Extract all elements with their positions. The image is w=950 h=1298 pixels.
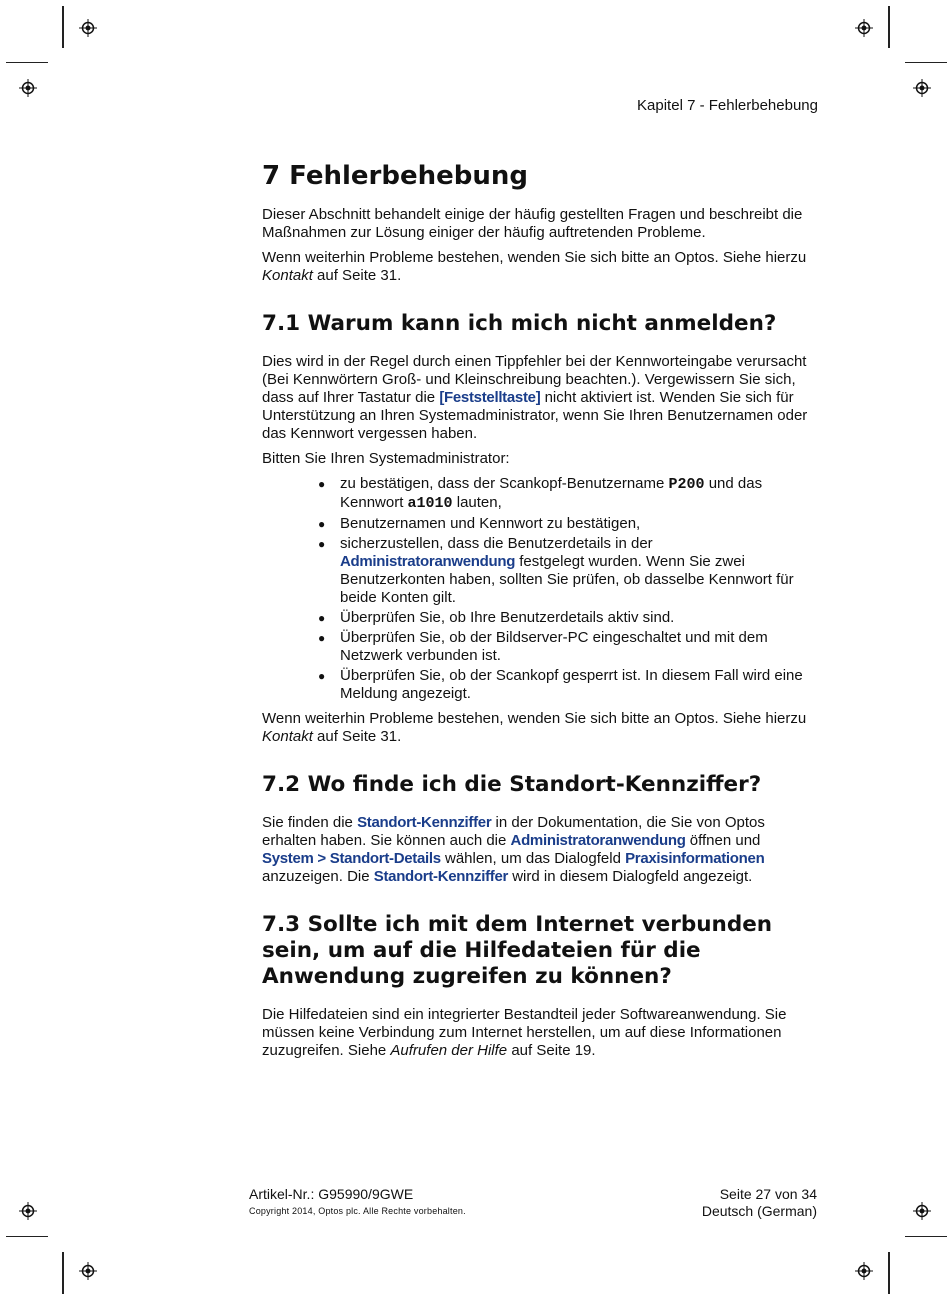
site-code-term: Standort-Kennziffer [357,814,492,831]
section-7-3-title: 7.3 Sollte ich mit dem Internet verbunden sein, um auf die Hilfedateien für die Anwendung zugreifen zu können? [262,912,773,989]
section-7-1-contact-note [262,710,812,746]
default-password: a1010 [407,495,453,512]
contact-link[interactable]: Kontakt [262,728,313,745]
article-number: Artikel-Nr.: G95990/9GWE [249,1186,414,1202]
registration-mark-icon [913,79,931,97]
contact-note-page: auf Seite 31. [312,267,402,284]
paragraph-text: öffnen und [685,832,761,849]
list-text: lauten, [452,494,502,511]
paragraph-text: in der Dokumentation, die Sie von Optos erhalten haben. Sie können auch die [262,814,765,849]
section-7-1-paragraph [262,353,812,443]
site-code-term: Standort-Kennziffer [373,868,509,885]
chapter-intro: Dieser Abschnitt behandelt einige der häufig gestellten Fragen und beschreibt die Maßnahmen zur Lösung einiger der häufig auftretenden Probleme. [262,206,803,241]
crop-mark [62,6,64,48]
paragraph-text: wird in diesem Dialogfeld angezeigt. [508,868,753,885]
list-item: ● Überprüfen Sie, ob Ihre Benutzerdetails aktiv sind. [340,609,812,627]
copyright: Copyright 2014, Optos plc. Alle Rechte vorbehalten. [249,1206,466,1216]
practice-info-dialog-term: Praxisinformationen [625,850,765,867]
list-text: und das Kennwort [340,475,763,511]
admin-app-term: Administratoranwendung [510,832,686,849]
footer-right [702,1186,817,1220]
default-username: P200 [668,476,705,493]
list-text: festgelegt wurden. Wenn Sie zwei Benutzerkonten haben, sollten Sie prüfen, ob dasselbe Kennwort für beide Konten gilt. [340,553,794,606]
running-header: Kapitel 7 - Fehlerbehebung [637,97,818,114]
chapter-contact-note [262,249,812,285]
help-link[interactable]: Aufrufen der Hilfe [390,1042,508,1059]
admin-app-term: Administratoranwendung [340,553,516,570]
registration-mark-icon [855,19,873,37]
registration-mark-icon [79,19,97,37]
crop-mark [6,1236,48,1237]
crop-mark [6,62,48,63]
paragraph-text: auf Seite 19. [507,1042,596,1059]
section-7-2-title: 7.2 Wo finde ich die Standort-Kennziffer? [262,772,762,797]
footer-left [249,1186,466,1216]
section-7-2-paragraph [262,814,812,886]
paragraph-text: Die Hilfedateien sind ein integrierter Bestandteil jeder Softwareanwendung. Sie müssen keine Verbindung zum Internet herstellen, um auf diese Informationen zuzugreifen. Siehe [262,1006,787,1059]
crop-mark [888,6,890,48]
admin-request-list [262,475,812,703]
list-item [340,475,812,513]
contact-link[interactable]: Kontakt [262,267,313,284]
list-item: ● Überprüfen Sie, ob der Scankopf gesperrt ist. In diesem Fall wird eine Meldung angezeigt. [340,667,812,703]
section-7-1-title: 7.1 Warum kann ich mich nicht anmelden? [262,311,777,336]
registration-mark-icon [913,1202,931,1220]
list-item: ● Benutzernamen und Kennwort zu bestätigen, [340,515,812,533]
crop-mark [905,1236,947,1237]
registration-mark-icon [855,1262,873,1280]
list-text: sicherzustellen, dass die Benutzerdetails in der [340,535,653,552]
paragraph-text: wählen, um das Dialogfeld [440,850,626,867]
contact-note-page: auf Seite 31. [312,728,402,745]
registration-mark-icon [79,1262,97,1280]
paragraph-text: Dies wird in der Regel durch einen Tippfehler bei der Kennworteingabe verursacht (Bei Kennwörtern Groß- und Kleinschreibung beachten.). Vergewissern Sie sich, dass auf Ihrer Tastatur die [262,353,807,406]
list-item: ● Überprüfen Sie, ob der Bildserver-PC eingeschaltet und mit dem Netzwerk verbunden ist. [340,629,812,665]
crop-mark [888,1252,890,1294]
list-text: zu bestätigen, dass der Scankopf-Benutzername [340,475,669,492]
paragraph-text: nicht aktiviert ist. Wenden Sie sich für Unterstützung an Ihren Systemadministrator, wenn Sie Ihren Benutzernamen oder das Kennwort vergessen haben. [262,389,808,442]
chapter-title: 7 Fehlerbehebung [262,161,528,191]
crop-mark [905,62,947,63]
registration-mark-icon [19,79,37,97]
menu-path-term: System > Standort-Details [262,850,441,867]
contact-note-text: Wenn weiterhin Probleme bestehen, wenden Sie sich bitte an Optos. Siehe hierzu [262,249,807,266]
paragraph-text: anzuzeigen. Die [262,868,374,885]
contact-note-text: Wenn weiterhin Probleme bestehen, wenden Sie sich bitte an Optos. Siehe hierzu [262,710,807,727]
page-number: Seite 27 von 34 [719,1186,817,1202]
paragraph-text: Sie finden die [262,814,358,831]
caps-lock-key-term: [Feststelltaste] [439,389,541,406]
admin-request-intro: Bitten Sie Ihren Systemadministrator: [262,450,510,467]
crop-mark [62,1252,64,1294]
registration-mark-icon [19,1202,37,1220]
section-7-3-paragraph [262,1006,812,1060]
language-label: Deutsch (German) [701,1203,817,1219]
list-item [340,535,812,607]
page-content [262,160,812,1067]
